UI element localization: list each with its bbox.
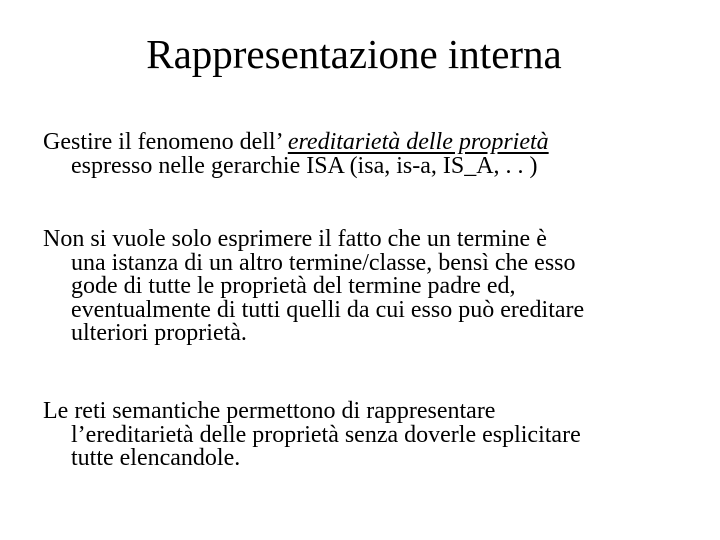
paragraph-inheritance xyxy=(43,131,693,178)
slide-title: Rappresentazione interna xyxy=(146,31,562,77)
paragraph-line: una istanza di un altro termine/classe, bensì che esso xyxy=(71,249,576,276)
paragraph-line: Non si vuole solo esprimere il fatto che un termine è xyxy=(43,226,547,252)
paragraph-line xyxy=(43,131,693,155)
text-run: Gestire il fenomeno dell’ xyxy=(43,129,288,155)
paragraph-line: Le reti semantiche permettono di rappresentare xyxy=(43,398,496,424)
paragraph-line: eventualmente di tutti quelli da cui esso può ereditare xyxy=(71,296,585,323)
paragraph-line: tutte elencandole. xyxy=(71,445,241,471)
paragraph-line: gode di tutte le proprietà del termine padre ed, xyxy=(71,273,516,299)
paragraph-instance-properties xyxy=(43,228,693,346)
emphasized-term: ereditarietà delle proprietà xyxy=(287,129,549,155)
paragraph-line: l’ereditarietà delle proprietà senza doverle esplicitare xyxy=(71,421,581,448)
paragraph-line: espresso nelle gerarchie ISA (isa, is-a, IS_A, . . ) xyxy=(71,152,538,179)
paragraph-line: ulteriori proprietà. xyxy=(71,320,247,346)
paragraph-semantic-networks xyxy=(43,400,693,471)
